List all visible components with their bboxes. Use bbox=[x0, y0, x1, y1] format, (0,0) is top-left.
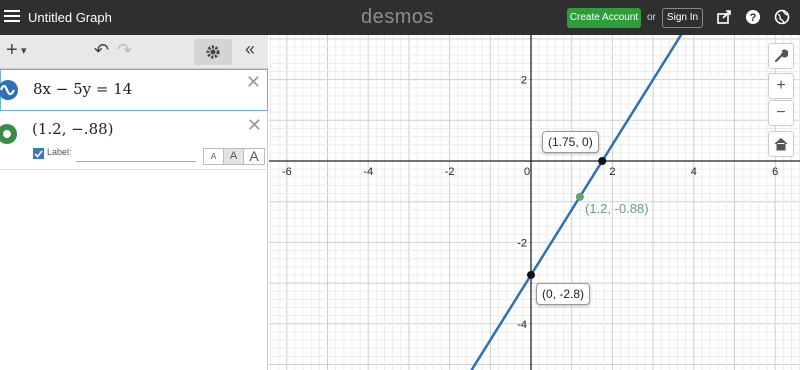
x-intercept-point bbox=[598, 157, 606, 165]
size-small-button[interactable]: A bbox=[204, 149, 224, 164]
wrench-icon bbox=[774, 49, 788, 63]
zoom-in-button[interactable]: + bbox=[768, 73, 794, 99]
chevron-down-icon[interactable]: ▾ bbox=[21, 45, 27, 57]
graph-title[interactable]: Untitled Graph bbox=[28, 10, 112, 25]
menu-icon[interactable] bbox=[4, 8, 20, 26]
or-text: or bbox=[647, 12, 656, 23]
desmos-logo: desmos bbox=[361, 6, 435, 28]
share-icon[interactable] bbox=[716, 9, 732, 25]
gear-icon bbox=[205, 44, 221, 60]
home-icon bbox=[774, 137, 788, 151]
delete-expression-icon[interactable]: ✕ bbox=[245, 72, 261, 92]
y-tick-label: 2 bbox=[520, 74, 527, 87]
wave-icon[interactable] bbox=[0, 79, 19, 101]
size-medium-button[interactable]: A bbox=[224, 149, 244, 164]
x-tick-label: -4 bbox=[363, 166, 374, 178]
label-checkbox[interactable] bbox=[33, 148, 44, 159]
settings-button[interactable] bbox=[194, 39, 232, 65]
sign-in-button[interactable]: Sign In bbox=[662, 8, 703, 28]
label-input[interactable] bbox=[76, 161, 196, 162]
x-tick-label: 6 bbox=[772, 166, 779, 178]
label-size-buttons bbox=[203, 148, 265, 165]
x-tick-label: -2 bbox=[444, 166, 455, 178]
zoom-out-button[interactable]: − bbox=[768, 100, 794, 126]
top-bar bbox=[0, 0, 800, 35]
size-large-button[interactable]: A bbox=[244, 149, 264, 164]
add-item-button[interactable]: + bbox=[6, 39, 18, 61]
expression-row-line[interactable] bbox=[0, 69, 268, 111]
x-tick-label: 2 bbox=[609, 166, 616, 178]
svg-text:?: ? bbox=[749, 12, 757, 24]
create-account-button[interactable]: Create Account bbox=[567, 8, 641, 28]
x-tick-label: 0 bbox=[523, 166, 531, 178]
check-icon bbox=[33, 148, 44, 159]
graph-settings-button[interactable] bbox=[768, 43, 794, 69]
plotted-point bbox=[576, 193, 584, 201]
globe-icon[interactable] bbox=[774, 9, 790, 25]
expression-panel bbox=[0, 35, 268, 370]
x-tick-label: 4 bbox=[690, 166, 697, 178]
graph-canvas[interactable] bbox=[269, 35, 800, 370]
redo-icon[interactable]: ↷ bbox=[117, 40, 133, 60]
collapse-panel-button[interactable]: « bbox=[245, 39, 256, 59]
x-tick-label: -6 bbox=[281, 166, 292, 178]
y-intercept-point bbox=[527, 271, 535, 279]
help-icon[interactable] bbox=[745, 9, 761, 25]
point-label: (1.2, -0.88) bbox=[585, 201, 649, 216]
x-intercept-label[interactable]: (1.75, 0) bbox=[542, 131, 599, 153]
expression-latex[interactable]: (1.2, −.88) bbox=[32, 120, 114, 138]
y-intercept-label[interactable]: (0, -2.8) bbox=[536, 283, 590, 305]
expression-latex[interactable]: 8x − 5y = 14 bbox=[33, 80, 133, 98]
expression-row-point[interactable] bbox=[0, 113, 268, 170]
y-tick-label: -2 bbox=[517, 237, 527, 250]
expression-toolbar bbox=[0, 35, 268, 69]
undo-icon[interactable]: ↶ bbox=[94, 40, 110, 60]
delete-expression-icon[interactable]: ✕ bbox=[246, 115, 262, 135]
y-tick-label: -4 bbox=[517, 318, 527, 331]
label-caption: Label: bbox=[47, 147, 72, 157]
point-icon[interactable] bbox=[0, 123, 18, 145]
default-view-button[interactable] bbox=[768, 131, 794, 157]
